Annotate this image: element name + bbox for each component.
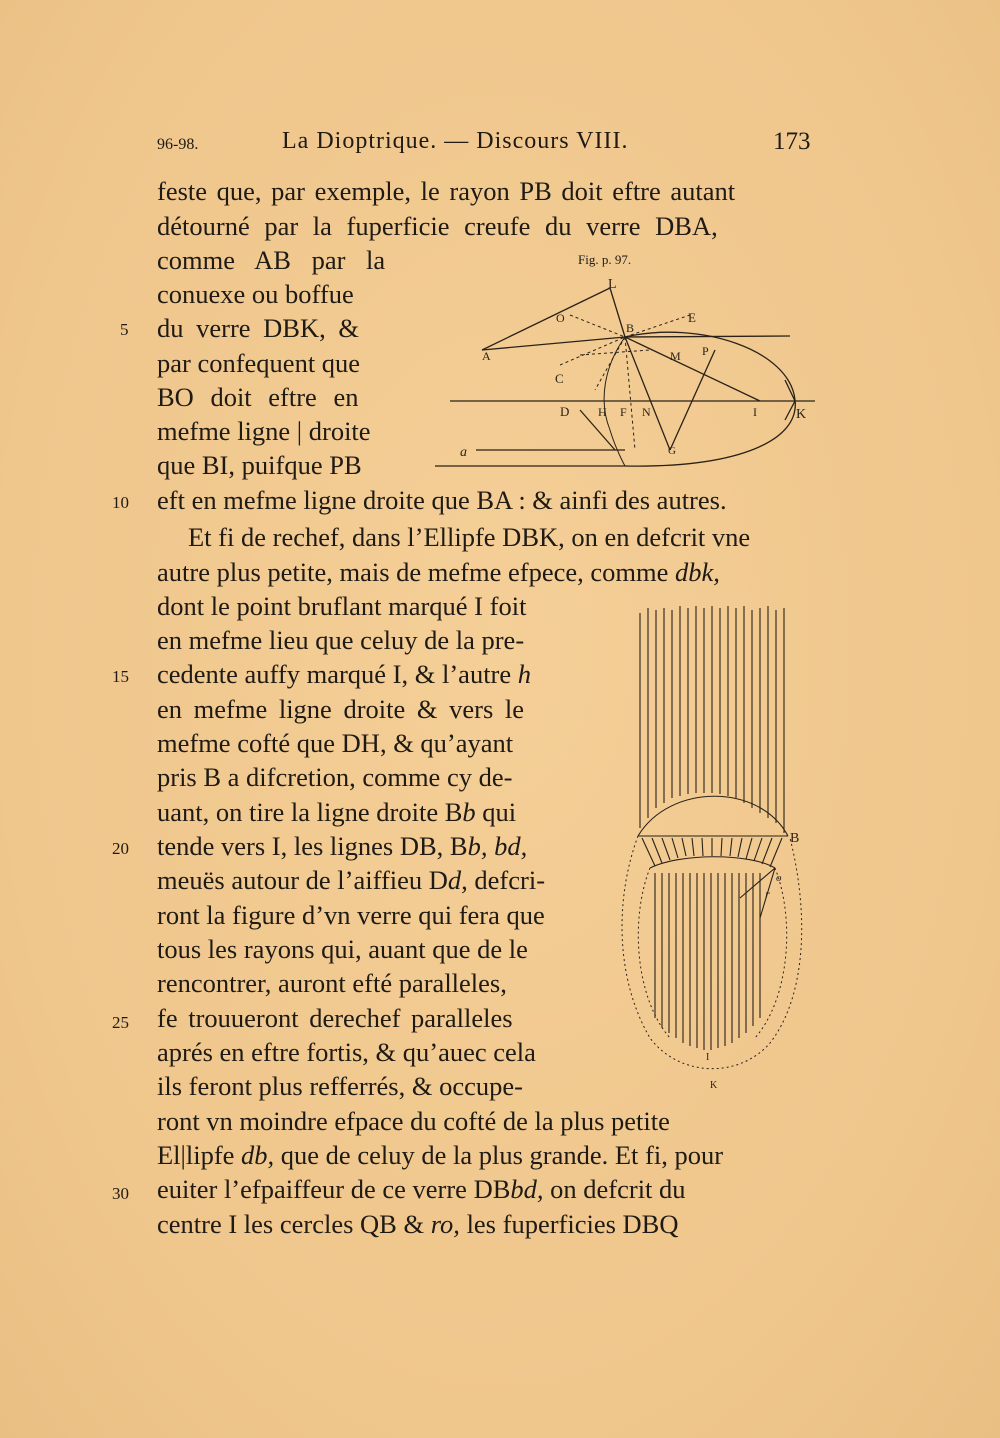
label-N: N	[642, 405, 651, 419]
text-line: tende vers I, les lignes DB, Bb, bd,	[157, 831, 528, 861]
label-fig2-r: r	[765, 887, 770, 901]
label-G: G	[668, 445, 676, 457]
label-H: H	[598, 405, 607, 419]
text-line: ront vn moindre efpace du cofté de la plus petite	[157, 1106, 670, 1136]
header-page-range: 96-98.	[157, 136, 199, 153]
text-line: centre I les cercles QB & ro, les fuperficies DBQ	[157, 1209, 679, 1239]
text-line: en mefme lieu que celuy de la pre-	[157, 625, 525, 655]
text-line: eft en mefme ligne droite que BA : & ainfi des autres.	[157, 485, 727, 515]
text-line: comme AB par la	[157, 245, 386, 275]
label-F: F	[620, 405, 627, 419]
text-line: pris B a difcretion, comme cy de-	[157, 762, 513, 792]
text-line: mefme cofté que DH, & qu’ayant	[157, 728, 514, 758]
line-number: 10	[112, 493, 129, 512]
header-page-number: 173	[773, 128, 811, 155]
text-line: meuës autour de l’aiffieu Dd, defcri-	[157, 865, 546, 895]
text-line: mefme ligne | droite	[157, 416, 371, 446]
text-line: par confequent que	[157, 348, 361, 378]
text-line: euiter l’efpaiffeur de ce verre DBbd, on defcrit du	[157, 1174, 686, 1204]
label-E: E	[688, 310, 696, 325]
line-number: 30	[112, 1184, 129, 1203]
label-I: I	[753, 405, 757, 419]
text-line: tous les rayons qui, auant que de le	[157, 934, 528, 964]
label-D: D	[560, 404, 570, 419]
label-a: a	[460, 445, 467, 460]
text-line: détourné par la fuperficie creufe du verre DBA,	[157, 211, 718, 241]
line-number: 20	[112, 839, 129, 858]
label-P: P	[702, 344, 709, 358]
text-line: rencontrer, auront efté paralleles,	[157, 968, 507, 998]
label-fig2-K: K	[710, 1080, 718, 1091]
text-line: BO doit eftre en	[157, 382, 359, 412]
ellipse-lens-diagram	[420, 270, 820, 485]
text-line: Et fi de rechef, dans l’Ellipfe DBK, on en defcrit vne	[188, 522, 751, 552]
text-line: cedente auffy marqué I, & l’autre h	[157, 659, 532, 689]
text-line: ront la figure d’vn verre qui fera que	[157, 900, 545, 930]
text-line: conuexe ou boffue	[157, 279, 354, 309]
label-A: A	[482, 349, 491, 363]
label-C: C	[555, 371, 564, 386]
label-B: B	[626, 321, 635, 335]
label-O: O	[556, 311, 565, 325]
label-fig2-I: I	[706, 1052, 710, 1063]
label-K: K	[796, 407, 807, 422]
line-number: 5	[120, 320, 129, 339]
figure-caption: Fig. p. 97.	[578, 252, 632, 267]
text-line: que BI, puifque PB	[157, 450, 362, 480]
text-line: El|lipfe db, que de celuy de la plus grande. Et fi, pour	[157, 1140, 724, 1170]
text-line: feste que, par exemple, le rayon PB doit eftre autant	[157, 176, 736, 206]
text-line: aprés en eftre fortis, & qu’auec cela	[157, 1037, 536, 1067]
text-line: dont le point bruflant marqué I foit	[157, 591, 527, 621]
header-title: La Dioptrique. — Discours VIII.	[282, 128, 629, 154]
label-L: L	[608, 277, 617, 292]
lens-rays-diagram	[610, 598, 820, 1098]
text-line: fe trouueront derechef paralleles	[157, 1003, 513, 1033]
text-line: autre plus petite, mais de mefme efpece, comme dbk,	[157, 557, 720, 587]
label-fig2-B: B	[790, 831, 800, 846]
text-line: en mefme ligne droite & vers le	[157, 694, 525, 724]
text-line: ils feront plus refferrés, & occupe-	[157, 1071, 523, 1101]
line-number: 15	[112, 667, 129, 686]
text-line: uant, on tire la ligne droite Bb qui	[157, 797, 517, 827]
line-number: 25	[112, 1013, 129, 1032]
label-fig2-o: o	[776, 872, 782, 884]
label-M: M	[670, 349, 681, 363]
text-line: du verre DBK, &	[157, 313, 359, 343]
